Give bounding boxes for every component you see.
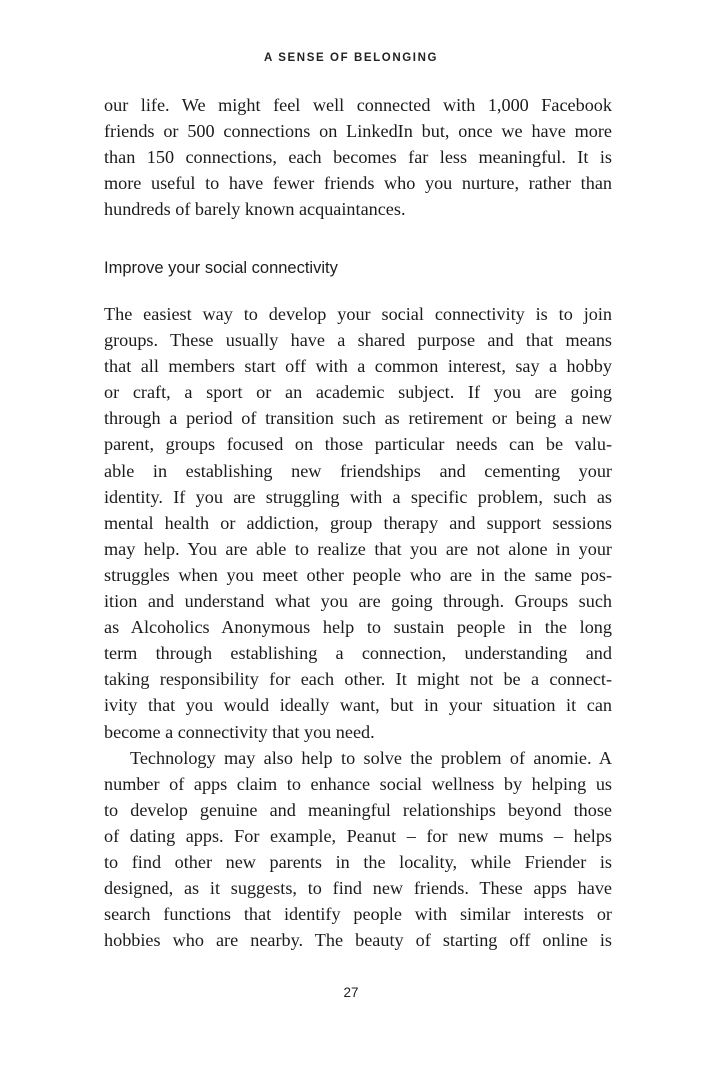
text-line: designed, as it suggests, to find new friends. These apps have bbox=[104, 878, 612, 899]
text-line: search functions that identify people with similar interests or bbox=[104, 904, 612, 925]
text-line: number of apps claim to enhance social wellness by helping us bbox=[104, 773, 612, 794]
section-subheading: Improve your social connectivity bbox=[104, 259, 338, 277]
text-line: friends or 500 connections on LinkedIn but, once we have more bbox=[104, 121, 612, 142]
text-line: hundreds of barely known acquaintances. bbox=[104, 199, 406, 220]
text-line: able in establishing new friendships and cementing your bbox=[104, 460, 612, 481]
page-number: 27 bbox=[343, 985, 359, 1000]
text-line: to find other new parents in the locality, while Friender is bbox=[104, 851, 612, 872]
text-line: mental health or addiction, group therapy and support sessions bbox=[104, 512, 612, 533]
text-line: than 150 connections, each becomes far less meaningful. It is bbox=[104, 147, 612, 168]
text-line: that all members start off with a common interest, say a hobby bbox=[104, 356, 612, 377]
paragraph-2 bbox=[104, 301, 612, 953]
text-line: through a period of transition such as retirement or being a new bbox=[104, 408, 612, 429]
text-line: ition and understand what you are going through. Groups such bbox=[104, 591, 612, 612]
text-line: hobbies who are nearby. The beauty of starting off online is bbox=[104, 930, 612, 951]
text-line: more useful to have fewer friends who you nurture, rather than bbox=[104, 173, 612, 194]
text-line: our life. We might feel well connected with 1,000 Facebook bbox=[104, 95, 612, 115]
text-line: groups. These usually have a shared purpose and that means bbox=[104, 330, 612, 351]
text-line: become a connectivity that you need. bbox=[104, 721, 375, 742]
text-line: or craft, a sport or an academic subject. If you are going bbox=[104, 382, 612, 403]
text-line: taking responsibility for each other. It might not be a connect- bbox=[104, 669, 612, 690]
paragraph-1 bbox=[104, 92, 612, 222]
text-line: to develop genuine and meaningful relationships beyond those bbox=[104, 799, 612, 820]
text-line: may help. You are able to realize that you are not alone in your bbox=[104, 538, 612, 559]
text-line: Technology may also help to solve the problem of anomie. A bbox=[130, 747, 612, 768]
text-line: as Alcoholics Anonymous help to sustain people in the long bbox=[104, 617, 612, 638]
text-line: of dating apps. For example, Peanut – for new mums – helps bbox=[104, 825, 612, 846]
text-line: The easiest way to develop your social connectivity is to join bbox=[104, 304, 612, 324]
text-line: ivity that you would ideally want, but in your situation it can bbox=[104, 695, 612, 716]
text-line: struggles when you meet other people who are in the same pos- bbox=[104, 564, 612, 585]
running-head: A SENSE OF BELONGING bbox=[263, 52, 439, 64]
text-line: identity. If you are struggling with a specific problem, such as bbox=[104, 486, 612, 507]
text-line: term through establishing a connection, understanding and bbox=[104, 643, 612, 664]
text-line: parent, groups focused on those particular needs can be valu- bbox=[104, 434, 612, 455]
